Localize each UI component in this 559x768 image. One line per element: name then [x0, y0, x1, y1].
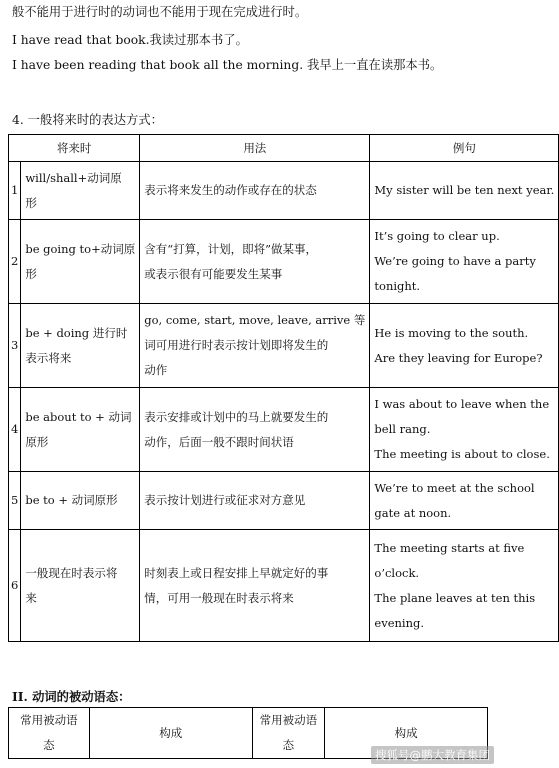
cell-line: 或表示很有可能要发生某事 — [144, 266, 283, 281]
future-tense-table — [8, 134, 559, 642]
cell-line: o’clock. — [374, 565, 420, 580]
cell-line: 来 — [25, 590, 37, 605]
row-number: 1 — [9, 162, 21, 220]
usage-cell — [140, 304, 370, 388]
cell-line: 表示将来发生的动作或存在的状态 — [144, 183, 317, 197]
header-usage: 用法 — [140, 135, 370, 162]
cell-line: 形 — [25, 195, 37, 210]
cell-line: 动作，后面一般不跟时间状语 — [144, 434, 294, 449]
cell-line: 原形 — [25, 434, 49, 449]
table-row — [9, 472, 559, 530]
tense-cell — [21, 472, 140, 530]
row-number: 4 — [9, 388, 21, 472]
cell-line: gate at noon. — [374, 505, 452, 520]
cell-line: 态 — [43, 738, 55, 752]
tense-cell — [21, 304, 140, 388]
cell-line: 常用被动语 — [259, 713, 318, 727]
example-cell — [370, 388, 559, 472]
cell-line: evening. — [374, 615, 425, 630]
cell-line: 构成 — [159, 725, 183, 740]
cell-line: 常用被动语 — [20, 713, 78, 727]
intro-line-2: I have read that book.我读过那本书了。 — [12, 33, 248, 47]
usage-cell — [140, 220, 370, 304]
example-cell — [370, 304, 559, 388]
cell-line: be going to+动词原 — [25, 241, 136, 256]
cell-line: 表示按计划进行或征求对方意见 — [144, 493, 306, 507]
cell-line: 动作 — [144, 363, 168, 377]
watermark: 搜狐号@鹏大教育集团 — [371, 746, 494, 764]
table-header-row — [9, 135, 559, 162]
tense-cell — [21, 530, 140, 642]
cell-line: 时刻表上或日程安排上早就定好的事 — [144, 565, 329, 580]
passive-voice-header — [252, 708, 325, 759]
cell-line: I was about to leave when the — [374, 397, 550, 411]
cell-line: 表示将来 — [25, 350, 72, 365]
cell-line: tonight. — [374, 279, 421, 293]
cell-line: will/shall+动词原 — [25, 170, 122, 185]
example-cell — [370, 472, 559, 530]
intro-line-3: I have been reading that book all the morning. 我早上一直在读那本书。 — [12, 58, 443, 72]
structure-header — [89, 708, 252, 759]
cell-line: 构成 — [394, 725, 418, 740]
cell-line: My sister will be ten next year. — [374, 183, 555, 197]
cell-line: The meeting starts at five — [374, 540, 525, 555]
table-row — [9, 162, 559, 220]
usage-cell — [140, 162, 370, 220]
table-row — [9, 388, 559, 472]
cell-line: Are they leaving for Europe? — [374, 350, 543, 365]
table-row — [9, 304, 559, 388]
row-number: 6 — [9, 530, 21, 642]
cell-line: 形 — [25, 266, 37, 281]
section-4-heading: 4. 一般将来时的表达方式： — [12, 113, 163, 127]
passive-voice-header — [9, 708, 90, 759]
example-cell — [370, 220, 559, 304]
usage-cell — [140, 388, 370, 472]
example-cell — [370, 530, 559, 642]
cell-line: go, come, start, move, leave, arrive 等 — [144, 313, 366, 327]
header-example: 例句 — [370, 135, 559, 162]
intro-line-1: 般不能用于进行时的动词也不能用于现在完成进行时。 — [12, 5, 308, 19]
row-number: 5 — [9, 472, 21, 530]
cell-line: The meeting is about to close. — [374, 447, 550, 461]
cell-line: 词可用进行时表示按计划即将发生的 — [144, 338, 329, 352]
cell-line: 态 — [282, 738, 295, 752]
usage-cell — [140, 472, 370, 530]
usage-cell — [140, 530, 370, 642]
example-cell — [370, 162, 559, 220]
row-number: 2 — [9, 220, 21, 304]
cell-line: 含有“打算，计划，即将”做某事， — [144, 241, 317, 256]
cell-line: We’re to meet at the school — [374, 480, 535, 495]
cell-line: 一般现在时表示将 — [25, 565, 118, 580]
cell-line: We’re going to have a party — [374, 254, 536, 268]
cell-line: be to + 动词原形 — [25, 493, 118, 507]
cell-line: 表示安排或计划中的马上就要发生的 — [144, 409, 329, 424]
cell-line: be + doing 进行时 — [25, 325, 128, 340]
row-number: 3 — [9, 304, 21, 388]
cell-line: 情，可用一般现在时表示将来 — [144, 590, 294, 605]
cell-line: bell rang. — [374, 422, 431, 436]
table-row — [9, 220, 559, 304]
cell-line: He is moving to the south. — [374, 325, 529, 340]
cell-line: be about to + 动词 — [25, 409, 132, 424]
tense-cell — [21, 162, 140, 220]
cell-line: The plane leaves at ten this — [374, 590, 536, 605]
table-row — [9, 530, 559, 642]
tense-cell — [21, 388, 140, 472]
header-tense: 将来时 — [9, 135, 140, 162]
section-ii-heading: II. 动词的被动语态： — [12, 689, 131, 704]
cell-line: It’s going to clear up. — [374, 229, 500, 243]
tense-cell — [21, 220, 140, 304]
